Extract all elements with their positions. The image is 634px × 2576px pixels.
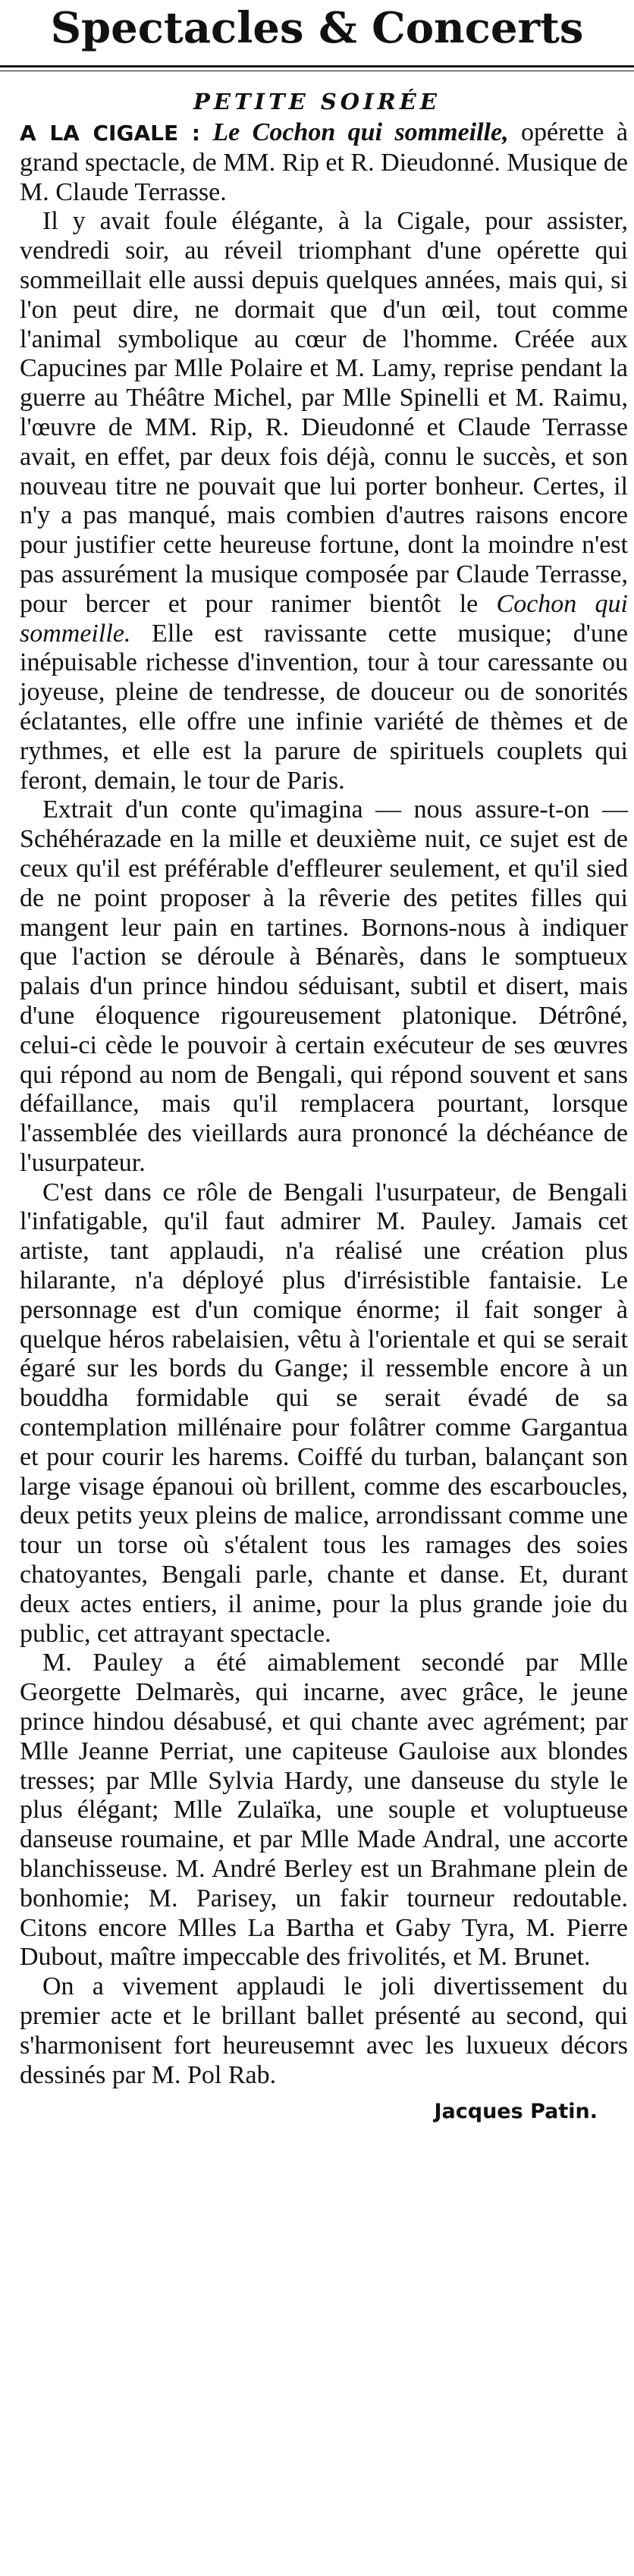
paragraph-1-text-b: Elle est ravissante cette musique; d'une inépuisable richesse d'invention, tour à tour caressante ou joyeuse, pleine de tendresse, de douceur ou de sonorités éclatantes, elle offre une infinie variété de thèmes et de rythmes, et elle est la parure de spirituels couplets qui feront, demain, le tour de Paris.	[20, 619, 628, 795]
paragraph-5: On a vivement applaudi le joli divertissement du premier acte et le brillant ballet présenté au second, qui s'harmonisent fort heureusemnt avec les luxueux décors dessinés par M. Pol Rab.	[20, 1972, 628, 2089]
rule-thick	[0, 65, 634, 67]
section-heading: Spectacles & Concerts	[50, 3, 584, 53]
venue-name: A LA CIGALE :	[20, 121, 200, 146]
show-title: Le Cochon qui sommeille,	[212, 118, 509, 146]
paragraph-1-text-a: Il y avait foule élégante, à la Cigale, pour assister, vendredi soir, au réveil triomphant d'une opérette qui sommeillait elle aussi depuis quelques années, mais qui, si l'on peut dire, ne dormait que d'un œil, tout comme l'animal symbolique au cœur de l'homme. Créée aux Capucines par Mlle Polaire et M. Lamy, reprise pendant la guerre au Théâtre Michel, par Mlle Spinelli et M. Raimu, l'œuvre de MM. Rip, R. Dieudonné et Claude Terrasse avait, en effet, par deux fois déjà, connu le succès, et son nouveau titre ne pouvait que lui porter bonheur. Certes, il n'y a pas manqué, mais combien d'autres raisons encore pour justifier cette heureuse fortune, dont la moindre n'est pas assurément la musique composée par Claude Terrasse, pour bercer et pour ranimer bientôt le	[20, 207, 628, 618]
article-body	[0, 118, 634, 2127]
lead-text: opérette à grand spectacle, de MM. Rip et R. Dieudonné. Musique de M. Claude Terrasse.	[20, 118, 629, 206]
heading-rule	[0, 65, 634, 74]
paragraph-4: M. Pauley a été aimablement secondé par Mlle Georgette Delmarès, qui incarne, avec grâce, le jeune prince hindou désabusé, et qui chante avec agrément; par Mlle Jeanne Perriat, une capiteuse Gauloise aux blondes tresses; par Mlle Sylvia Hardy, une danseuse du style le plus élégant; Mlle Zulaïka, une souple et voluptueuse danseuse roumaine, et par Mlle Made Andral, une accorte blanchisseuse. M. André Berley est un Brahmane plein de bonhomie; M. Parisey, un fakir tourneur redoutable. Citons encore Mlles La Bartha et Gaby Tyra, M. Pierre Dubout, maître impeccable des frivolités, et M. Brunet.	[20, 1649, 628, 1972]
paragraph-3: C'est dans ce rôle de Bengali l'usurpateur, de Bengali l'infatigable, qu'il faut admirer M. Pauley. Jamais cet artiste, tant applaudi, n'a réalisé une création plus hilarante, n'a déployé plus d'irrésistible fantaisie. Le personnage est d'un comique énorme; il fait songer à quelque héros rabelaisien, vêtu à l'orientale et qui se serait égaré sur les bords du Gange; il ressemble encore à un bouddha formidable qui se serait évadé de sa contemplation millénaire pour folâtrer comme Gargantua et pour courir les harems. Coiffé du turban, balançant son large visage épanoui où brillent, comme des escarboucles, deux petits yeux pleins de malice, arrondissant comme une tour un torse où s'étalent tous les ramages des soies chatoyantes, Bengali parle, chante et danse. Et, durant deux actes entiers, il anime, pour la plus grande joie du public, cet attrayant spectacle.	[20, 1178, 628, 1648]
paragraph-1-italic-title: Cochon qui sommeille.	[20, 589, 628, 648]
lead-paragraph	[20, 118, 628, 207]
article-section-title: PETITE SOIRÉE	[193, 89, 441, 115]
author-signature: Jacques Patin.	[434, 2100, 598, 2124]
paragraph-1	[20, 207, 628, 795]
paragraph-2: Extrait d'un conte qu'imagina — nous assure-t-on — Schéhérazade en la mille et deuxième nuit, ce sujet est de ceux qu'il est préférable d'effleurer seulement, et qu'il sied de ne point proposer à la rêverie des petites filles qui mangent leur pain en tartines. Bornons-nous à indiquer que l'action se déroule à Bénarès, dans le somptueux palais d'un prince hindou séduisant, subtil et disert, mais d'une éloquence rigoureusement platonique. Détrôné, celui-ci cède le pouvoir à certain exécuteur de ses œuvres qui répond au nom de Bengali, qui répond souvent et sans défaillance, mais qu'il remplacera pourtant, lorsque l'assemblée des vieillards aura prononcé la déchéance de l'usurpateur.	[20, 795, 628, 1177]
